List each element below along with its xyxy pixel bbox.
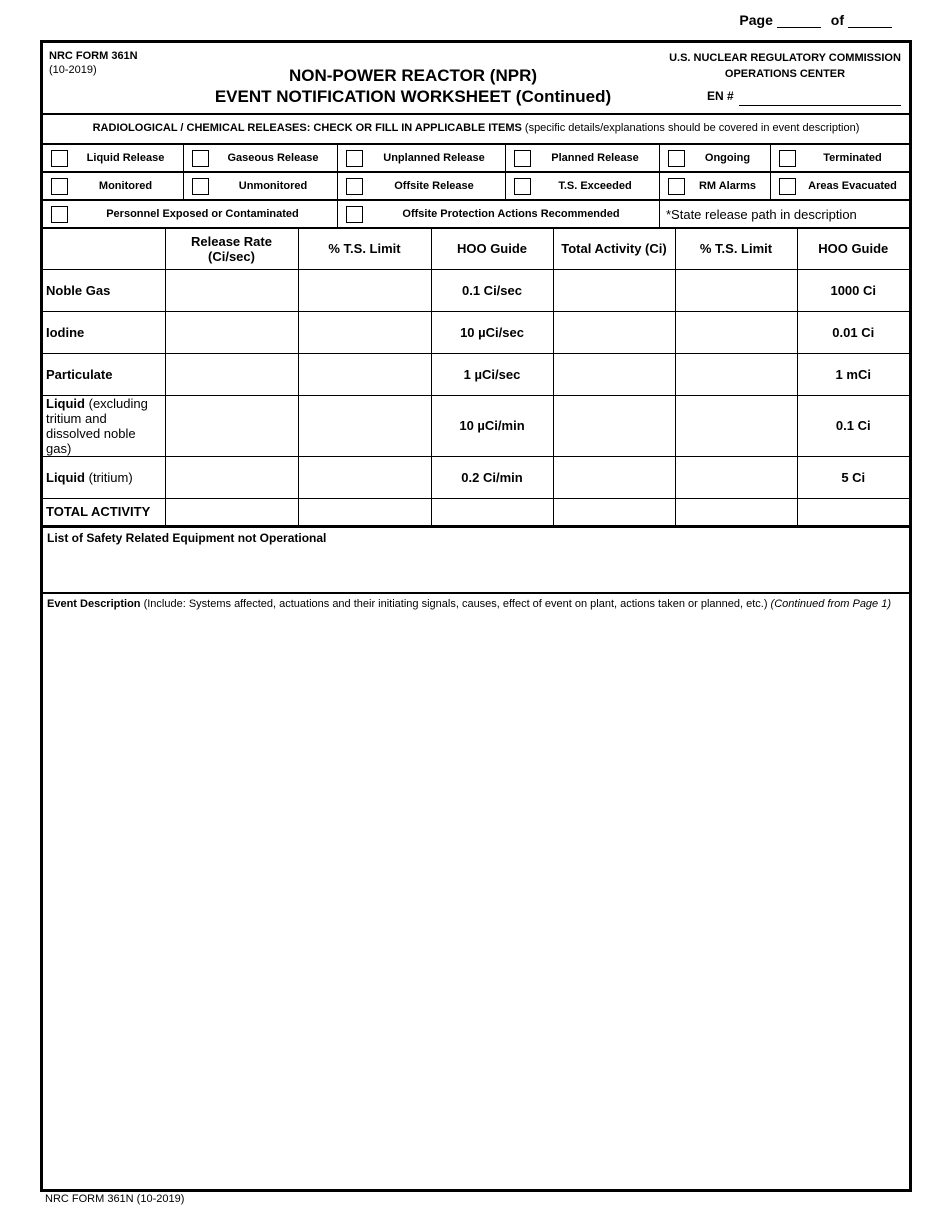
checkbox-label: Personnel Exposed or Contaminated [106, 208, 299, 220]
checkbox-cell-personnel[interactable] [43, 201, 337, 227]
checkbox[interactable] [346, 206, 363, 223]
checkbox-cell[interactable] [770, 173, 909, 199]
ts-limit-total-field[interactable] [675, 269, 797, 311]
total-activity-field[interactable] [553, 456, 675, 498]
checkbox-cell[interactable] [505, 173, 659, 199]
release-table [43, 229, 909, 526]
row-label: Noble Gas [43, 269, 165, 311]
total-activity-field[interactable] [553, 353, 675, 395]
checkbox-label: T.S. Exceeded [558, 180, 632, 192]
ts-limit-rate-field[interactable] [298, 456, 431, 498]
checkbox-label: Offsite Protection Actions Recommended [402, 208, 620, 220]
checkbox-cell[interactable] [183, 145, 337, 171]
checkbox[interactable] [779, 150, 796, 167]
checkbox-row-3 [43, 201, 909, 229]
checkbox-cell[interactable] [183, 173, 337, 199]
checkbox-cell[interactable] [505, 145, 659, 171]
total-ts-limit-rate-field[interactable] [298, 498, 431, 525]
checkbox-row-2 [43, 173, 909, 201]
form-date: (10-2019) [49, 64, 97, 76]
checkbox[interactable] [192, 150, 209, 167]
checkbox[interactable] [51, 206, 68, 223]
checkbox[interactable] [668, 178, 685, 195]
title-line-1: NON-POWER REACTOR (NPR) [288, 66, 538, 85]
ts-limit-rate-field[interactable] [298, 269, 431, 311]
releases-heading-note: (specific details/explanations should be covered in event description) [524, 122, 860, 134]
ts-limit-total-field[interactable] [675, 456, 797, 498]
checkbox[interactable] [514, 150, 531, 167]
form-header [43, 43, 909, 115]
checkbox-cell[interactable] [337, 145, 505, 171]
event-description-section[interactable] [43, 594, 909, 614]
checkbox-label: Unmonitored [238, 180, 308, 192]
total-ts-limit-total-field[interactable] [675, 498, 797, 525]
checkbox-cell[interactable] [770, 145, 909, 171]
safety-equipment-section[interactable] [43, 526, 909, 594]
table-row [43, 311, 909, 353]
ts-limit-total-field[interactable] [675, 311, 797, 353]
checkbox-cell[interactable] [43, 145, 183, 171]
ts-limit-total-field[interactable] [675, 353, 797, 395]
hoo-guide-total: 0.1 Ci [797, 395, 909, 456]
agency-name [665, 50, 905, 82]
checkbox-label: Unplanned Release [383, 152, 485, 164]
en-number-field[interactable] [739, 105, 901, 106]
form-frame [40, 40, 912, 1192]
checkbox-label: Liquid Release [86, 152, 165, 164]
checkbox[interactable] [192, 178, 209, 195]
total-hoo-guide-total-field[interactable] [797, 498, 909, 525]
checkbox-cell-offsite-actions[interactable] [337, 201, 659, 227]
checkbox[interactable] [668, 150, 685, 167]
column-header: HOO Guide [797, 229, 909, 269]
releases-heading [43, 115, 909, 145]
hoo-guide-rate: 10 µCi/sec [431, 311, 553, 353]
total-activity-field[interactable] [553, 269, 675, 311]
page-footer: NRC FORM 361N (10-2019) [45, 1193, 185, 1205]
total-hoo-guide-rate-field[interactable] [431, 498, 553, 525]
page-label: Page [739, 12, 773, 28]
total-activity-field[interactable] [553, 395, 675, 456]
checkbox[interactable] [779, 178, 796, 195]
checkbox-row-1 [43, 145, 909, 173]
page-number-header [739, 12, 898, 28]
column-header: % T.S. Limit [675, 229, 797, 269]
agency-line-1: U.S. NUCLEAR REGULATORY COMMISSION [669, 52, 901, 64]
event-description-label: Event Description [47, 597, 141, 610]
checkbox[interactable] [346, 150, 363, 167]
of-label: of [830, 12, 844, 28]
column-header: % T.S. Limit [298, 229, 431, 269]
release-rate-field[interactable] [165, 456, 298, 498]
releases-heading-bold: RADIOLOGICAL / CHEMICAL RELEASES: CHECK OR FILL IN APPLICABLE ITEMS [92, 122, 522, 134]
checkbox[interactable] [51, 150, 68, 167]
column-header: HOO Guide [431, 229, 553, 269]
form-number: NRC FORM 361N [49, 50, 138, 62]
hoo-guide-rate: 0.1 Ci/sec [431, 269, 553, 311]
checkbox-cell[interactable] [43, 173, 183, 199]
page-total-field[interactable] [848, 13, 892, 28]
checkbox-label: Monitored [98, 180, 153, 192]
row-label: Liquid (tritium) [43, 456, 165, 498]
table-row [43, 269, 909, 311]
total-activity-label: TOTAL ACTIVITY [43, 498, 165, 525]
total-activity-row [43, 498, 909, 525]
checkbox[interactable] [346, 178, 363, 195]
total-release-rate-field[interactable] [165, 498, 298, 525]
column-header: Release Rate (Ci/sec) [165, 229, 298, 269]
row-label: Liquid (excluding tritium and dissolved noble gas) [43, 395, 165, 456]
checkbox[interactable] [51, 178, 68, 195]
hoo-guide-total: 1 mCi [797, 353, 909, 395]
ts-limit-rate-field[interactable] [298, 395, 431, 456]
row-label: Iodine [43, 311, 165, 353]
column-header: Total Activity (Ci) [553, 229, 675, 269]
checkbox-label: Planned Release [551, 152, 639, 164]
checkbox-label: Gaseous Release [227, 152, 319, 164]
table-row [43, 395, 909, 456]
table-row [43, 456, 909, 498]
hoo-guide-rate: 0.2 Ci/min [431, 456, 553, 498]
safety-equipment-label: List of Safety Related Equipment not Operational [47, 530, 327, 545]
release-rate-field[interactable] [165, 311, 298, 353]
page-number-field[interactable] [777, 13, 821, 28]
ts-limit-rate-field[interactable] [298, 353, 431, 395]
checkbox-label: Offsite Release [394, 180, 474, 192]
release-rate-field[interactable] [165, 353, 298, 395]
title-line-2: EVENT NOTIFICATION WORKSHEET (Continued) [214, 87, 612, 106]
total-activity-field[interactable] [553, 311, 675, 353]
hoo-guide-total: 5 Ci [797, 456, 909, 498]
ts-limit-rate-field[interactable] [298, 311, 431, 353]
checkbox-label: Areas Evacuated [808, 180, 897, 192]
en-label: EN # [707, 89, 734, 103]
event-description-instructions: (Include: Systems affected, actuations and their initiating signals, causes, effect of event on plant, actions taken or planned, etc.) [140, 597, 768, 610]
total-activity-field[interactable] [553, 498, 675, 525]
checkbox[interactable] [514, 178, 531, 195]
form-title [193, 65, 633, 107]
ts-limit-total-field[interactable] [675, 395, 797, 456]
checkbox-label: RM Alarms [698, 180, 757, 192]
event-description-continued: (Continued from Page 1) [767, 597, 892, 610]
release-rate-field[interactable] [165, 269, 298, 311]
checkbox-cell[interactable] [337, 173, 505, 199]
table-header-row [43, 229, 909, 269]
release-rate-field[interactable] [165, 395, 298, 456]
hoo-guide-rate: 1 µCi/sec [431, 353, 553, 395]
table-row [43, 353, 909, 395]
row-label: Particulate [43, 353, 165, 395]
release-path-note: *State release path in description [659, 201, 909, 227]
checkbox-label: Ongoing [704, 152, 751, 164]
column-header [43, 229, 165, 269]
agency-line-2: OPERATIONS CENTER [724, 68, 846, 80]
hoo-guide-total: 1000 Ci [797, 269, 909, 311]
hoo-guide-total: 0.01 Ci [797, 311, 909, 353]
checkbox-cell[interactable] [659, 145, 770, 171]
hoo-guide-rate: 10 µCi/min [431, 395, 553, 456]
checkbox-cell[interactable] [659, 173, 770, 199]
checkbox-label: Terminated [823, 152, 882, 164]
